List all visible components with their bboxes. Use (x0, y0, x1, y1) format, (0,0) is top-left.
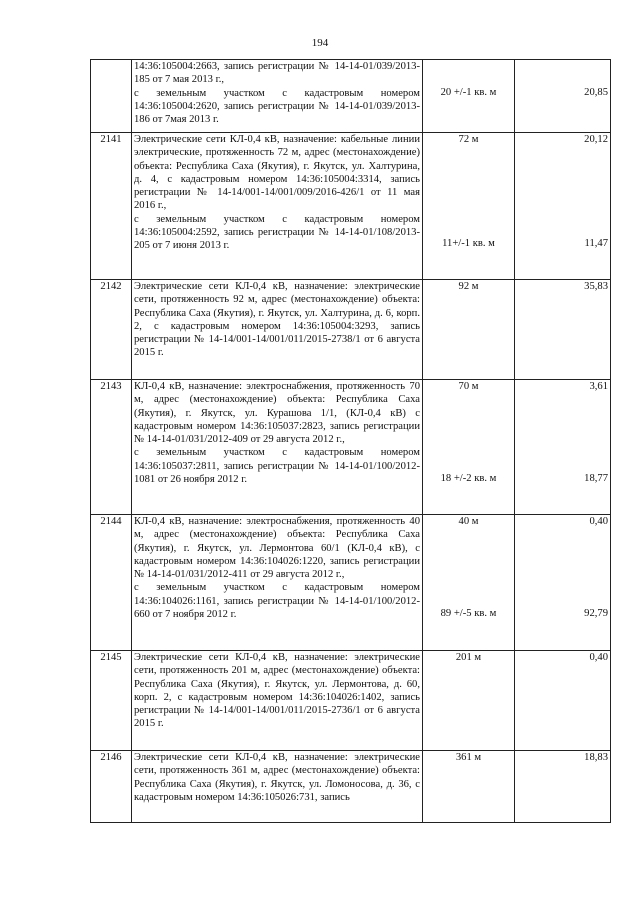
object-value (515, 380, 611, 515)
value-primary: 20,12 (584, 134, 608, 145)
page-number: 194 (311, 37, 329, 49)
object-description-part: Электрические сети КЛ-0,4 кВ, назначение: кабельные линии электрические, протяженность 72 м, адрес (местонахождение) объекта: Республика Саха (Якутия), г. Якутск, ул. Халтурина, д. 4, с кадастровым номером 14:36:105004:3314, запись регистрации № 14-14/001-14/001/009/2016-426/1 от 11 мая 2016 г., (134, 134, 420, 212)
object-extent (423, 515, 515, 651)
object-description (132, 133, 423, 280)
value-primary (517, 60, 608, 86)
object-extent (423, 60, 515, 133)
value-land-plot: 11,47 (584, 238, 608, 249)
table-row (91, 751, 611, 823)
table-row (91, 60, 611, 133)
row-number (91, 60, 132, 133)
object-description-part: КЛ-0,4 кВ, назначение: электроснабжения, протяженность 70 м, адрес (местонахождение) объекта: Республика Саха (Якутия), г. Якутск, ул. Курашова 1/1, (КЛ-0,4 кВ) с кадастровым номером 14:36:105037:2823, запись регистрации № 14-14-01/031/2012-409 от 29 августа 2012 г., (134, 381, 420, 446)
land-plot-description: с земельным участком с кадастровым номером 14:36:105004:2620, запись регистрации № 14-14-01/039/2013-186 от 7мая 2013 г. (134, 87, 420, 126)
table-row (91, 515, 611, 651)
object-extent (423, 751, 515, 823)
extent-primary (425, 60, 512, 86)
extent-primary: 201 м (455, 652, 482, 663)
land-plot-description: с земельным участком с кадастровым номером 14:36:104026:1161, запись регистрации № 14-14-01/100/2012-660 от 7 ноября 2012 г. (134, 582, 420, 621)
object-description (132, 380, 423, 515)
land-plot-description: с земельным участком с кадастровым номером 14:36:105004:2592, запись регистрации № 14-14-01/108/2013-205 от 7 июня 2013 г. (134, 213, 420, 252)
object-description-part: КЛ-0,4 кВ, назначение: электроснабжения, протяженность 40 м, адрес (местонахождение) объекта: Республика Саха (Якутия), г. Якутск, ул. Лермонтова 60/1 (КЛ-0,4 кВ), с кадастровым номером 14:36:104026:1220, запись регистрации № 14-14-01/031/2012-411 от 29 августа 2012 г., (134, 516, 420, 581)
row-number: 2143 (91, 380, 132, 515)
object-value (515, 651, 611, 751)
extent-primary: 70 м (458, 381, 479, 392)
value-land-plot: 92,79 (584, 608, 608, 619)
table-row (91, 651, 611, 751)
table-row (91, 280, 611, 380)
value-primary: 0,40 (589, 652, 608, 663)
object-description (132, 280, 423, 380)
object-value (515, 751, 611, 823)
extent-land-plot: 11+/-1 кв. м (442, 238, 495, 249)
object-description (132, 60, 423, 133)
object-value (515, 60, 611, 133)
value-primary: 18,83 (584, 752, 608, 763)
object-extent (423, 651, 515, 751)
object-value (515, 280, 611, 380)
object-description-part: 14:36:105004:2663, запись регистрации № 14-14-01/039/2013-185 от 7 мая 2013 г., (134, 61, 420, 86)
extent-primary: 92 м (458, 281, 479, 292)
value-primary: 0,40 (589, 516, 608, 527)
row-number: 2145 (91, 651, 132, 751)
extent-primary: 361 м (455, 752, 482, 763)
object-value (515, 515, 611, 651)
object-value (515, 133, 611, 280)
extent-land-plot: 18 +/-2 кв. м (440, 473, 497, 484)
row-number: 2146 (91, 751, 132, 823)
object-description-part: Электрические сети КЛ-0,4 кВ, назначение: электрические сети, протяженность 201 м, адрес (местонахождение) объекта: Республика Саха (Якутия), г. Якутск, ул. Лермонтова, д. 60, корп. 2, с кадастровым номером 14:36:104026:1402, запись регистрации № 14-14/001-14/001/011/2015-2736/1 от 6 августа 2015 г. (134, 652, 420, 730)
value-primary: 35,83 (584, 281, 608, 292)
table-row (91, 380, 611, 515)
object-description-part: Электрические сети КЛ-0,4 кВ, назначение: электрические сети, протяженность 361 м, адрес (местонахождение) объекта: Республика Саха (Якутия), г. Якутск, ул. Ломоносова, д. 36, с кадастровым номером 14:36:105026:731, запись (134, 752, 420, 803)
extent-primary: 72 м (458, 134, 479, 145)
object-extent (423, 133, 515, 280)
extent-primary: 40 м (458, 516, 479, 527)
extent-land-plot: 89 +/-5 кв. м (440, 608, 497, 619)
object-description (132, 515, 423, 651)
table-row (91, 133, 611, 280)
registry-table (90, 59, 611, 823)
object-extent (423, 280, 515, 380)
extent-land-plot: 20 +/-1 кв. м (440, 87, 497, 98)
row-number: 2142 (91, 280, 132, 380)
value-primary: 3,61 (589, 381, 608, 392)
land-plot-description: с земельным участком с кадастровым номером 14:36:105037:2811, запись регистрации № 14-14-01/100/2012-1081 от 26 ноября 2012 г. (134, 447, 420, 486)
row-number: 2141 (91, 133, 132, 280)
object-extent (423, 380, 515, 515)
object-description (132, 751, 423, 823)
object-description (132, 651, 423, 751)
value-land-plot: 20,85 (584, 87, 608, 98)
value-land-plot: 18,77 (584, 473, 608, 484)
object-description-part: Электрические сети КЛ-0,4 кВ, назначение: электрические сети, протяженность 92 м, адрес (местонахождение) объекта: Республика Саха (Якутия), г. Якутск, ул. Халтурина, д. 6, корп. 2, с кадастровым номером 14:36:105004:3293, запись регистрации № 14-14/001-14/001/011/2015-2738/1 от 6 августа 2015 г. (134, 281, 420, 359)
row-number: 2144 (91, 515, 132, 651)
